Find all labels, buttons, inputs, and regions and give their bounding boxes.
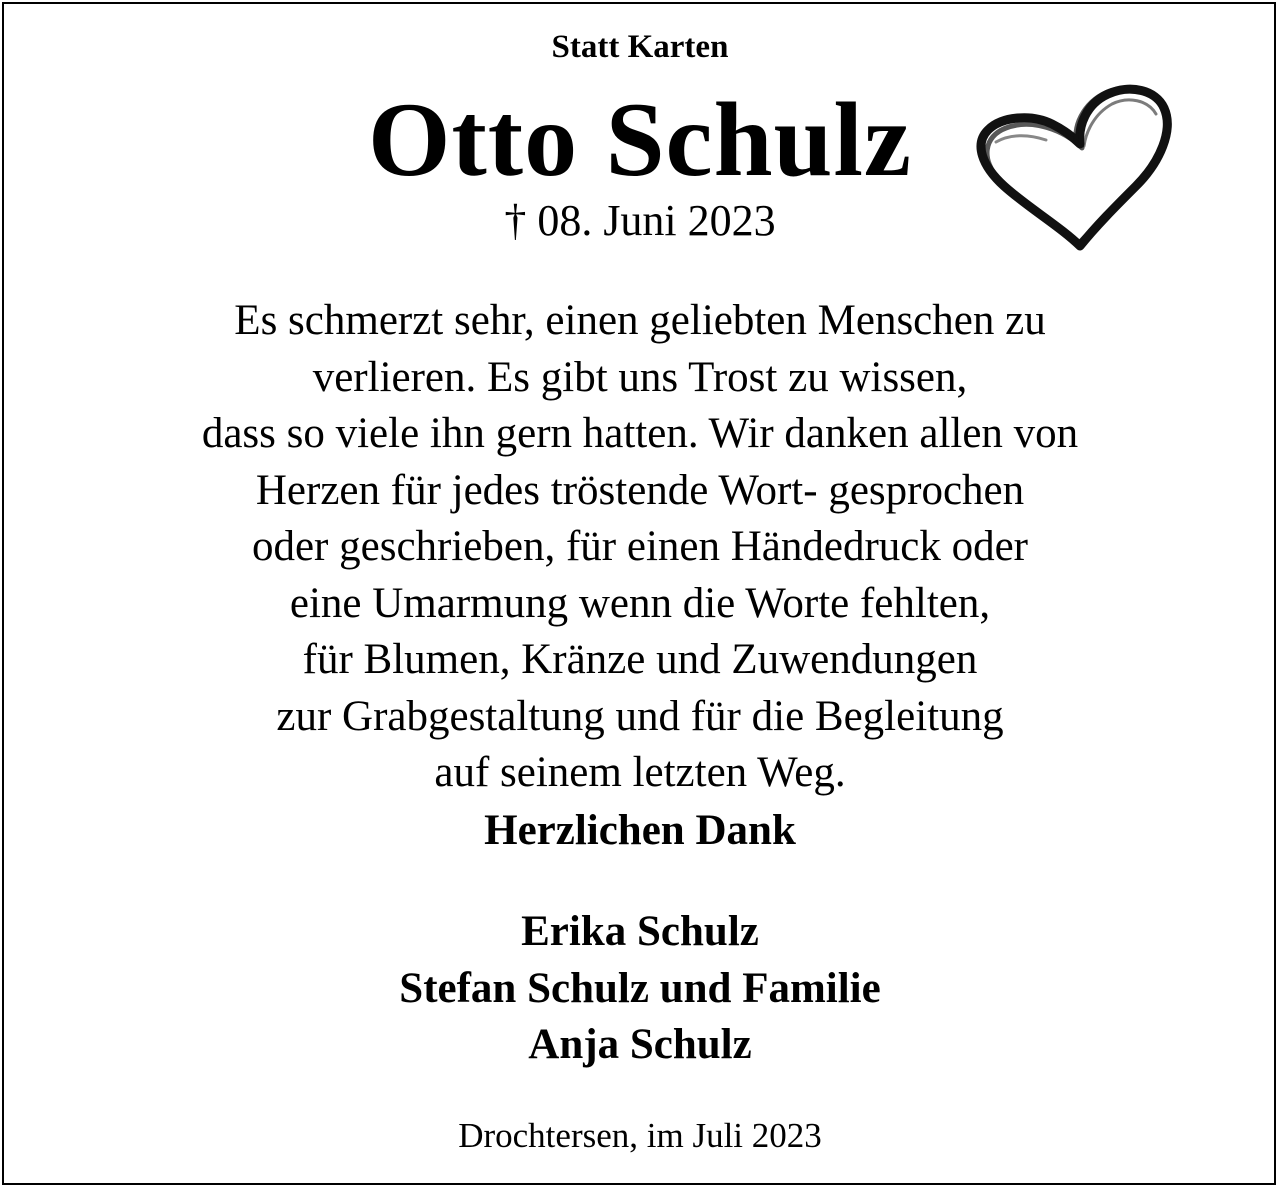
deceased-name: Otto Schulz [368,81,912,198]
message-line: eine Umarmung wenn die Worte fehlten, [289,579,991,627]
message-line: Herzen für jedes tröstende Wort- gesprochen [255,466,1025,514]
signers-list [0,904,1280,1074]
message-line: oder geschrieben, für einen Händedruck oder [251,523,1029,570]
header-label: Statt Karten [551,29,729,65]
signer-name: Anja Schulz [528,1021,752,1068]
death-date: † 08. Juni 2023 [504,196,776,245]
message-line: Es schmerzt sehr, einen geliebten Menschen zu [234,297,1046,344]
heart-icon [968,78,1183,258]
message-line: auf seinem letzten Weg. [434,749,846,796]
message-line: zur Grabgestaltung und für die Begleitung [276,692,1004,740]
closing-thanks: Herzlichen Dank [484,807,796,854]
signer-name: Erika Schulz [521,908,759,955]
message-text [0,293,1280,802]
signer-name: Stefan Schulz und Familie [399,964,881,1012]
place-date: Drochtersen, im Juli 2023 [458,1116,822,1155]
message-line: für Blumen, Kränze und Zuwendungen [302,636,978,683]
message-line: dass so viele ihn gern hatten. Wir danken allen von [201,410,1079,457]
message-line: verlieren. Es gibt uns Trost zu wissen, [312,353,968,401]
